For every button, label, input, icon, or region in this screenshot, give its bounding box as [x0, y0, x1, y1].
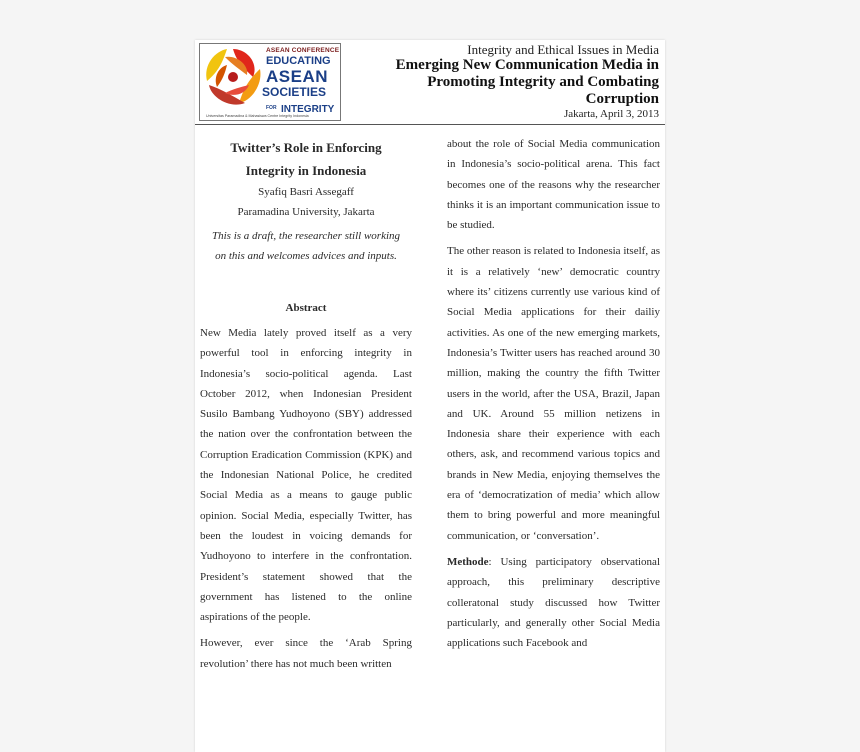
header-text-block [359, 42, 659, 121]
abstract-heading: Abstract [285, 302, 327, 314]
paper-title-line-2: Integrity in Indonesia [245, 163, 367, 178]
abstract-paragraph: New Media lately proved itself as a very powerful tool in enforcing integrity in Indonesia’s socio-political agenda. Last October 2012, when Indonesian President Susilo Bambang Yudhoyono (SBY) addressed the nation over the confrontation between the Corruption Eradication Commission (KPK) and the Indonesian National Police, he credited Social Media as a means to gauge public opinion. Social Media, especially Twitter, has been the loudest in voicing demands for Yudhoyono to interfere in the confrontation. President’s statement showed that the government has listened to the online aspirations of the people. [200, 327, 412, 624]
methode-text: : Using participatory observational approach, this preliminary descriptive colleratonal study discussed how Twitter particularly, and generally other Social Media applications such Facebook and [447, 555, 660, 650]
logo-line-educating: EDUCATING [266, 55, 331, 67]
logo-line-societies: SOCIETIES [262, 85, 327, 99]
conference-title: Emerging New Communication Media in Promoting Integrity and Combating Corruption [395, 57, 659, 107]
conference-date: Jakarta, April 3, 2013 [563, 108, 659, 120]
conference-logo [199, 43, 341, 121]
page-header [195, 40, 665, 125]
logo-line-asean: ASEAN [266, 67, 329, 86]
right-paragraph-1: about the role of Social Media communication in Indonesia’s socio-political arena. This fact becomes one of the reasons why the researcher thinks it is an important communication issue to be studied. [447, 138, 660, 232]
methode-paragraph [447, 552, 660, 653]
right-paragraph-2: The other reason is related to Indonesia itself, as it is a relatively ‘new’ democratic country where its’ citizens currently use various kind of Social Media applications for their dailiy activities. As one of the new emerging markets, Indonesia’s Twitter users has reached around 30 million, making the country the fifth Twitter users in the world, after the USA, Brazil, Japan and UK. Around 55 million netizens in Indonesia share their experience with each others, ask, and recommend various topics and brands in New Media, enjoying themselves the era of ‘democratization of media’ which allow them to bring powerful and more meaningful communication, or ‘conversation’. [447, 245, 660, 542]
conference-series: Integrity and Ethical Issues in Media [467, 42, 659, 57]
logo-integrity-text: INTEGRITY [281, 104, 335, 115]
draft-note-line-1: This is a draft, the researcher still working [211, 230, 401, 242]
left-column [200, 136, 412, 674]
left-paragraph-2: However, ever since the ‘Arab Spring revolution’ there has not much been written [200, 637, 412, 670]
paper-page [195, 40, 665, 752]
logo-conference-text: ASEAN CONFERENCE [266, 47, 340, 54]
methode-label: Methode [447, 555, 489, 568]
paper-affiliation: Paramadina University, Jakarta [237, 206, 375, 218]
right-column [447, 134, 660, 653]
draft-note-line-2: on this and welcomes advices and inputs. [215, 250, 397, 262]
logo-for-text: FOR [266, 104, 277, 111]
paper-title-line-1: Twitter’s Role in Enforcing [230, 140, 382, 155]
conference-swirl-icon [202, 46, 264, 108]
paper-author: Syafiq Basri Assegaff [258, 186, 354, 198]
logo-tagline: Universitas Paramadina & Mahasiswa Centre Integrity Indonesia [206, 114, 309, 118]
